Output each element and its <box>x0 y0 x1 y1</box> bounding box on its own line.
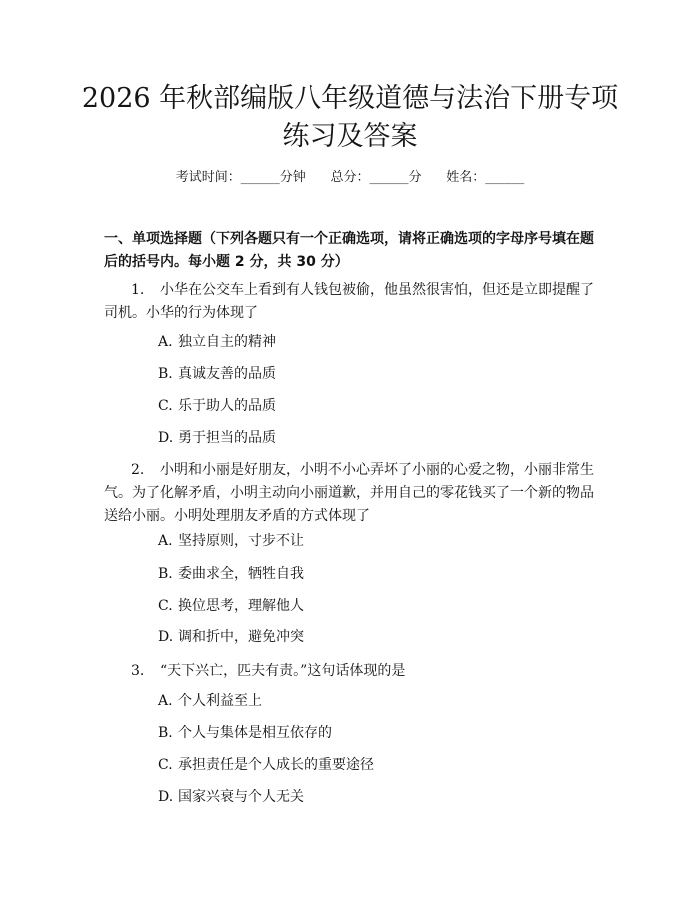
option-text: 委曲求全，牺牲自我 <box>178 566 304 582</box>
exam-info-line: 考试时间：______分钟 总分：______分 姓名：______ <box>175 170 525 185</box>
option-1d <box>158 428 578 448</box>
option-2b <box>158 564 578 584</box>
option-3a <box>158 691 578 711</box>
option-letter: A. <box>158 334 173 350</box>
option-text: 承担责任是个人成长的重要途径 <box>178 757 374 773</box>
option-3b <box>158 723 578 743</box>
option-letter: A. <box>158 533 173 549</box>
question-3 <box>104 660 604 683</box>
question-text: 小华在公交车上看到有人钱包被偷，他虽然很害怕，但还是立即提醒了司机。小华的行为体现了 <box>104 282 594 321</box>
title-line-2: 练习及答案 <box>282 121 418 152</box>
option-1c <box>158 396 578 416</box>
question-1 <box>104 279 604 325</box>
option-letter: D. <box>158 430 174 446</box>
question-text: 小明和小丽是好朋友，小明不小心弄坏了小丽的心爱之物，小丽非常生气。为了化解矛盾，小明主动向小丽道歉，并用自己的零花钱买了一个新的物品送给小丽。小明处理朋友矛盾的方式体现了 <box>104 462 594 524</box>
option-text: 调和折中，避免冲突 <box>178 629 304 645</box>
option-letter: C. <box>158 757 173 773</box>
option-2d <box>158 627 578 647</box>
option-1a <box>158 332 578 352</box>
option-letter: D. <box>158 789 174 805</box>
option-1b <box>158 364 578 384</box>
option-3d <box>158 787 578 807</box>
option-text: 个人利益至上 <box>178 693 262 709</box>
option-letter: C. <box>158 598 173 614</box>
option-letter: B. <box>158 566 173 582</box>
option-text: 国家兴衰与个人无关 <box>178 789 304 805</box>
option-text: 换位思考，理解他人 <box>178 598 304 614</box>
option-3c <box>158 755 578 775</box>
option-text: 独立自主的精神 <box>178 334 276 350</box>
option-letter: C. <box>158 398 173 414</box>
document-title <box>60 80 640 156</box>
question-2 <box>104 459 604 528</box>
option-letter: A. <box>158 693 173 709</box>
question-number: 3. <box>131 663 145 679</box>
option-2a <box>158 531 578 551</box>
option-text: 勇于担当的品质 <box>178 430 276 446</box>
option-text: 坚持原则，寸步不让 <box>178 533 304 549</box>
option-letter: D. <box>158 629 174 645</box>
option-text: 真诚友善的品质 <box>178 366 276 382</box>
option-text: 乐于助人的品质 <box>178 398 276 414</box>
option-letter: B. <box>158 366 173 382</box>
option-letter: B. <box>158 725 173 741</box>
section-heading: 一、单项选择题（下列各题只有一个正确选项，请将正确选项的字母序号填在题后的括号内。每小题 2 分，共 30 分） <box>104 231 594 270</box>
option-text: 个人与集体是相互依存的 <box>178 725 332 741</box>
option-2c <box>158 596 578 616</box>
title-line-1: 2026 年秋部编版八年级道德与法治下册专项 <box>81 83 619 114</box>
question-number: 2. <box>131 462 145 478</box>
question-text: “天下兴亡，匹夫有责。”这句话体现的是 <box>160 663 406 679</box>
question-number: 1. <box>131 282 145 298</box>
